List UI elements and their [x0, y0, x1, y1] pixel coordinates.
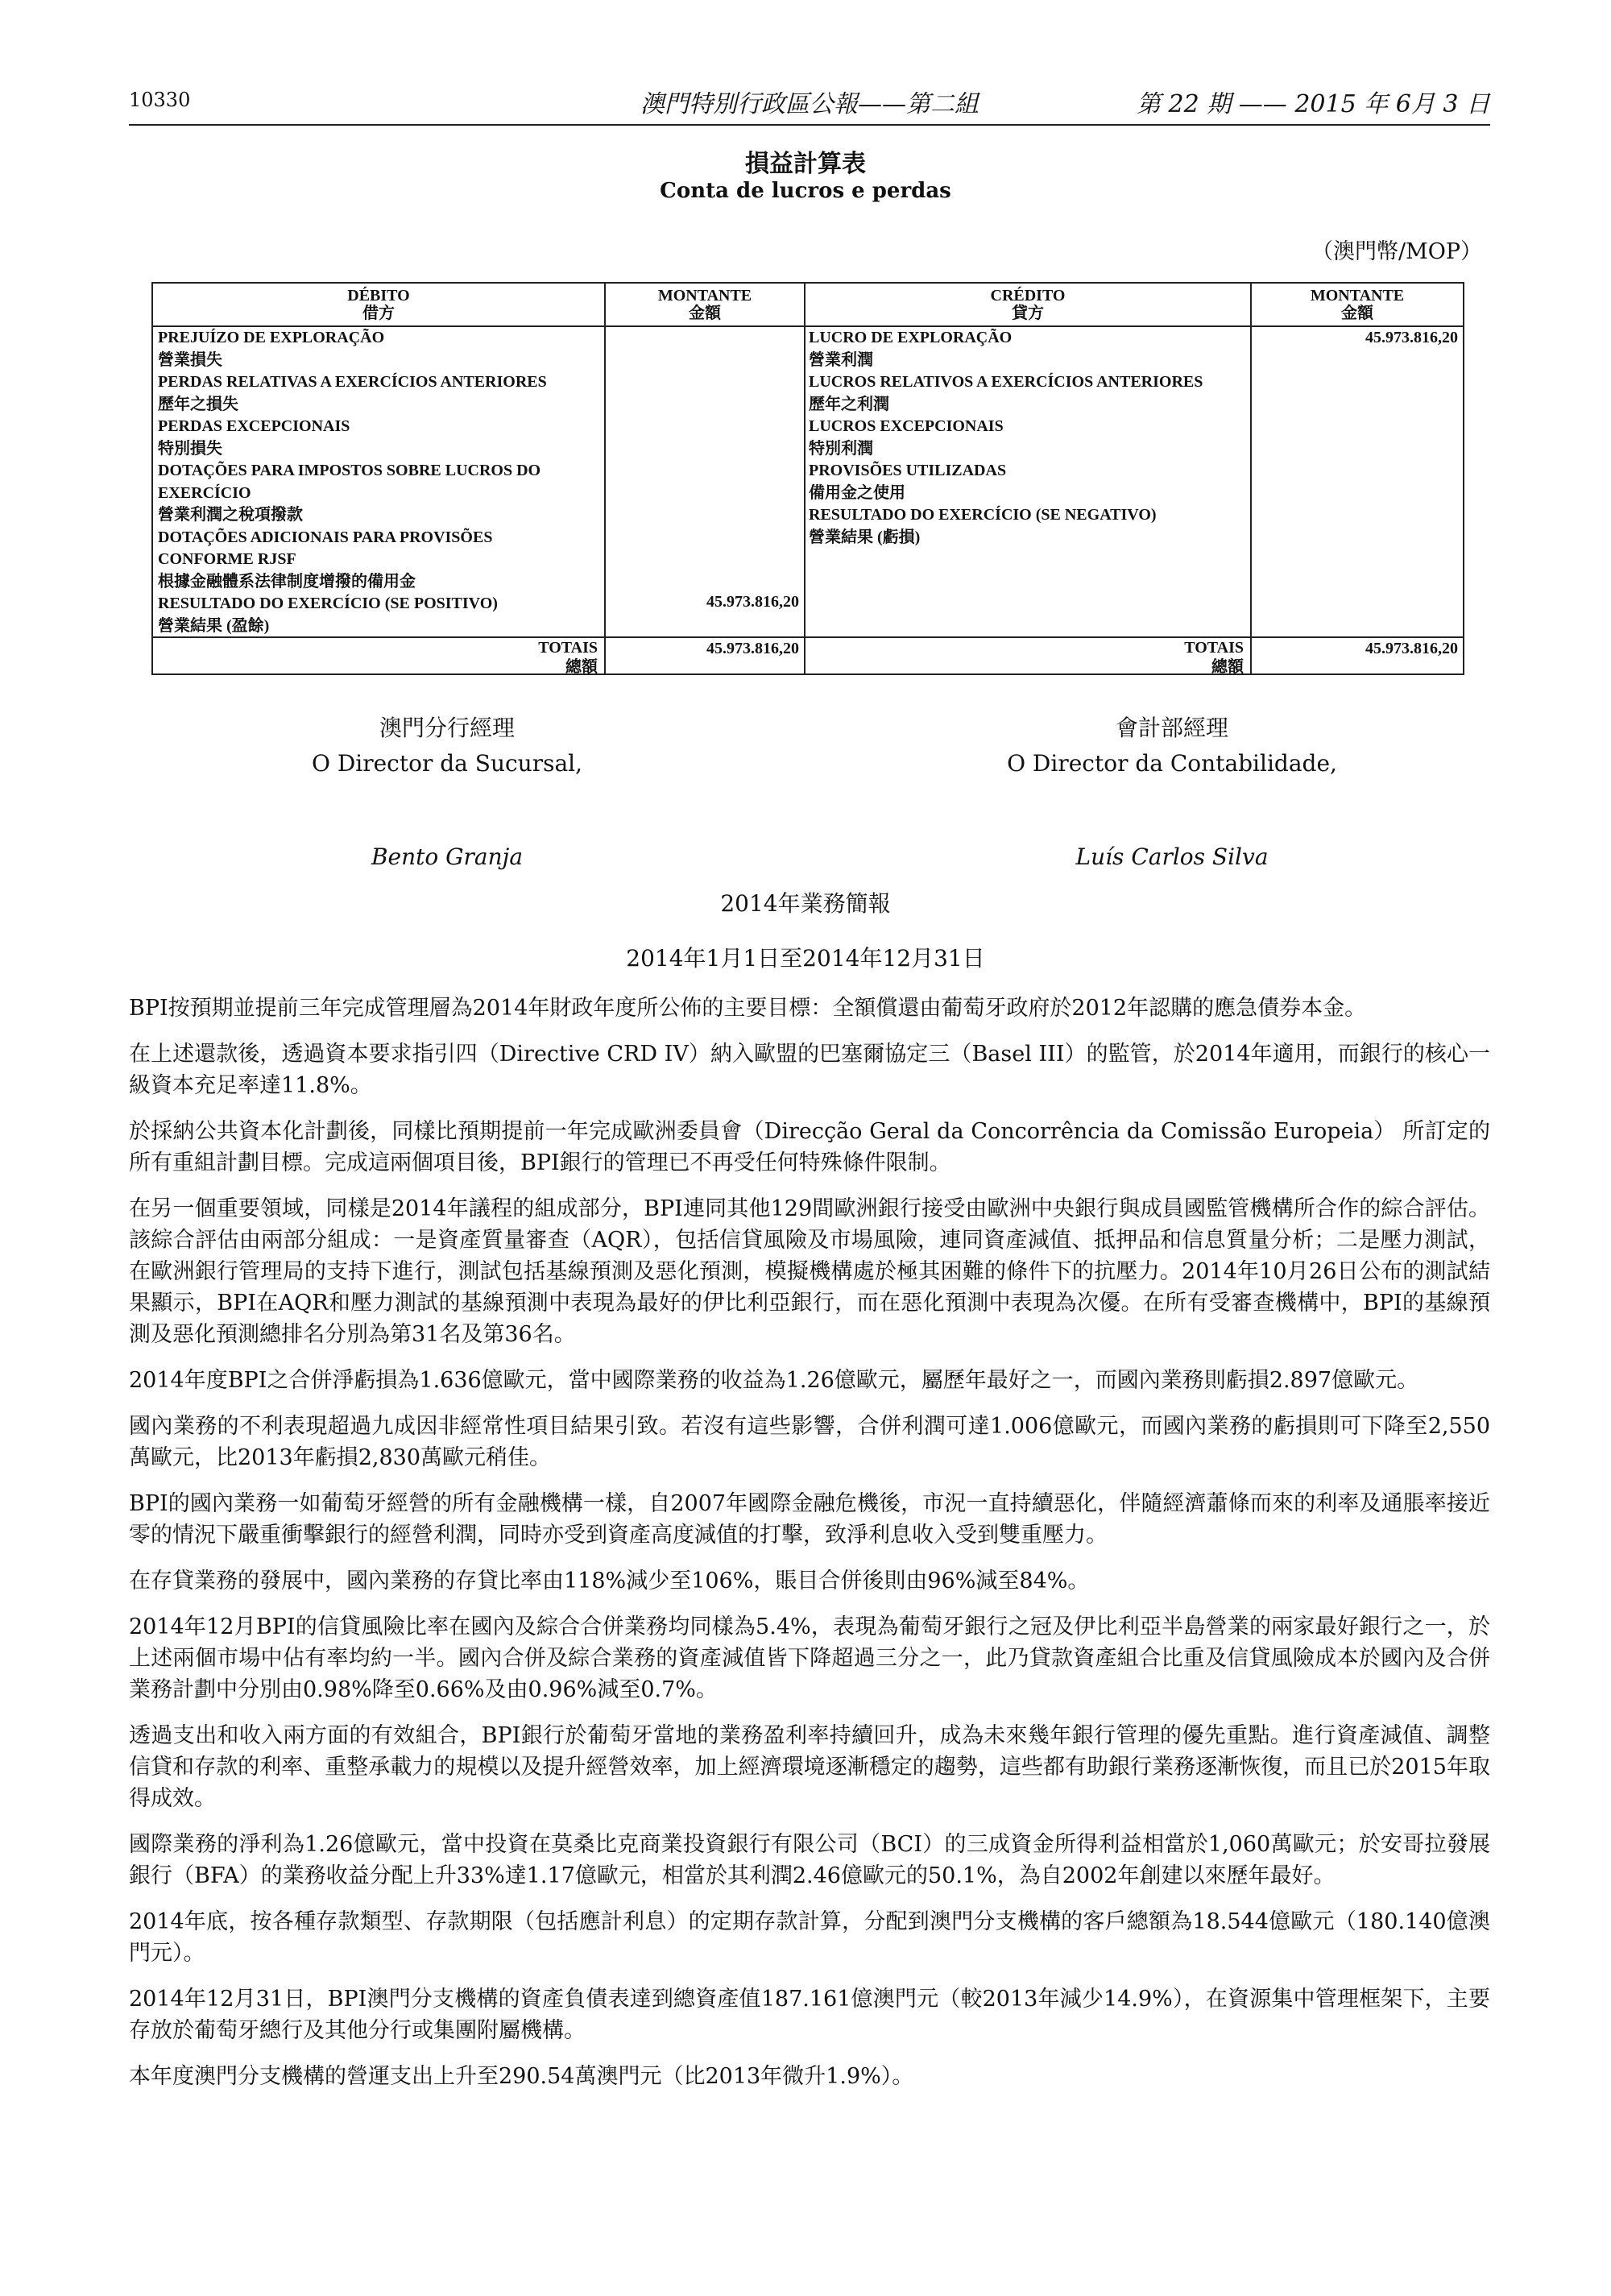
header-divider — [129, 124, 1490, 126]
report-paragraph: BPI按預期並提前三年完成管理層為2014年財政年度所公佈的主要目標：全額償還由葡萄牙政府於2012年認購的應急債券本金。 — [129, 996, 1367, 1021]
report-paragraph: 於採納公共資本化計劃後，同樣比預期提前一年完成歐洲委員會（Direcção Geral da Concorrência da Comissão Europeia） 所訂定的所有重組計劃目標。完成這兩個項目後，BPI銀行的管理已不再受任何特殊條件限制。 — [129, 1119, 1490, 1175]
debit-result-amount: 45.973.816,20 — [706, 593, 799, 611]
credit-rows — [809, 327, 1249, 549]
report-period: 2014年1月1日至2014年12月31日 — [626, 945, 985, 972]
credit-row: PROVISÕES UTILIZADAS — [809, 462, 1007, 479]
currency-note: （澳門幣/MOP） — [1311, 239, 1482, 264]
debit-row: PERDAS RELATIVAS A EXERCÍCIOS ANTERIORES — [158, 373, 547, 391]
signature-branch-director — [205, 711, 689, 875]
report-paragraph: 透過支出和收入兩方面的有效組合，BPI銀行於葡萄牙當地的業務盈利率持續回升，成為未來幾年銀行管理的優先重點。進行資產減值、調整信貸和存款的利率、重整承載力的規模以及提升經營效率，加上經濟環境逐漸穩定的趨勢，這些都有助銀行業務逐漸恢復，而且已於2015年取得成效。 — [129, 1723, 1490, 1811]
debit-header — [153, 284, 604, 325]
statement-title-pt: Conta de lucros e perdas — [660, 179, 951, 203]
report-paragraph: 2014年12月31日，BPI澳門分支機構的資產負債表達到總資產值187.161億澳門元（較2013年減少14.9%），在資源集中管理框架下，主要存放於葡萄牙總行及其他分行或集團附屬機構。 — [129, 1987, 1490, 2043]
debit-row: 營業損失 — [158, 350, 222, 369]
debit-row: 營業利潤之稅項撥款 — [158, 506, 303, 524]
report-paragraph: 2014年底，按各種存款類型、存款期限（包括應計利息）的定期存款計算，分配到澳門分支機構的客戶總額為18.544億歐元（180.140億澳門元）。 — [129, 1909, 1490, 1966]
amount-header-zh: 金額 — [689, 305, 721, 322]
debit-rows — [158, 327, 601, 637]
signature-title-pt: O Director da Sucursal, — [311, 750, 583, 777]
report-paragraph: 在存貸業務的發展中，國內業務的存貸比率由118%減少至106%，賬目合併後則由96%減至84%。 — [129, 1569, 1090, 1594]
signature-name: Luís Carlos Silva — [1075, 843, 1269, 870]
debit-row: RESULTADO DO EXERCÍCIO (SE POSITIVO) — [158, 595, 498, 612]
page-number: 10330 — [129, 89, 191, 111]
report-body — [129, 993, 1490, 2107]
debit-row: DOTAÇÕES ADICIONAIS PARA PROVISÕES — [158, 528, 493, 546]
debit-row: PREJUÍZO DE EXPLORAÇÃO — [158, 329, 385, 346]
credit-row: LUCROS EXCEPCIONAIS — [809, 417, 1004, 435]
credit-row: 特別利潤 — [809, 439, 873, 458]
credit-header-zh: 貸方 — [1012, 305, 1044, 322]
debit-row: PERDAS EXCEPCIONAIS — [158, 417, 350, 435]
debit-header-pt: DÉBITO — [347, 287, 410, 305]
debit-row: CONFORME RJSF — [158, 550, 296, 568]
credit-row: 營業結果 (虧損) — [809, 528, 921, 546]
credit-row: LUCROS RELATIVOS A EXERCÍCIOS ANTERIORES — [809, 373, 1203, 391]
debit-row: EXERCÍCIO — [158, 483, 251, 502]
table-divider — [804, 284, 806, 673]
debit-row: 特別損失 — [158, 439, 222, 458]
report-title: 2014年業務簡報 — [720, 890, 891, 917]
report-paragraph: 2014年度BPI之合併淨虧損為1.636億歐元，當中國際業務的收益為1.26億歐元，屬歷年最好之一，而國內業務則虧損2.897億歐元。 — [129, 1368, 1419, 1393]
signature-name: Bento Granja — [371, 843, 524, 870]
totals-zh: 總額 — [565, 658, 598, 676]
credit-row: LUCRO DE EXPLORAÇÃO — [809, 329, 1013, 346]
issue-date: 第 22 期 —— 2015 年 6月 3 日 — [1137, 90, 1490, 118]
debit-row: DOTAÇÕES PARA IMPOSTOS SOBRE LUCROS DO — [158, 462, 541, 479]
report-paragraph: 2014年12月BPI的信貸風險比率在國內及綜合合併業務均同樣為5.4%，表現為葡萄牙銀行之冠及伊比利亞半島營業的兩家最好銀行之一，於上述兩個市場中佔有率均約一半。國內合併及綜合業務的資產減值皆下降超過三分之一，此乃貸款資產組合比重及信貸風險成本於國內及合併業務計劃中分別由0.98%降至0.66%及由0.96%減至0.7%。 — [129, 1614, 1490, 1702]
credit-totals-label — [806, 638, 1244, 677]
table-divider — [604, 284, 606, 673]
report-paragraph: 國際業務的淨利為1.26億歐元，當中投資在莫桑比克商業投資銀行有限公司（BCI）的三成資金所得利益相當於1,060萬歐元；於安哥拉發展銀行（BFA）的業務收益分配上升33%達1.17億歐元，相當於其利潤2.46億歐元的50.1%，為自2002年創建以來歷年最好。 — [129, 1832, 1490, 1888]
totals-pt: TOTAIS — [538, 639, 598, 657]
signature-accounting-director — [930, 711, 1414, 875]
report-paragraph: 國內業務的不利表現超過九成因非經常性項目結果引致。若沒有這些影響，合併利潤可達1.006億歐元，而國內業務的虧損則可下降至2,550萬歐元，比2013年虧損2,830萬歐元稍佳。 — [129, 1414, 1490, 1470]
report-paragraph: 本年度澳門分支機構的營運支出上升至290.54萬澳門元（比2013年微升1.9%）。 — [129, 2064, 914, 2089]
credit-row: 營業利潤 — [809, 350, 873, 369]
debit-row: 歷年之損失 — [158, 395, 238, 413]
page-header — [129, 84, 1490, 124]
signature-title-pt: O Director da Contabilidade, — [1007, 750, 1337, 777]
credit-header-pt: CRÉDITO — [990, 287, 1066, 305]
profit-loss-table — [151, 282, 1464, 675]
amount-header-zh: 金額 — [1341, 305, 1373, 322]
publication-title: 澳門特別行政區公報——第二組 — [640, 90, 979, 118]
debit-header-zh: 借方 — [362, 305, 395, 322]
report-paragraph: 在另一個重要領域，同樣是2014年議程的組成部分，BPI連同其他129間歐洲銀行接受由歐洲中央銀行與成員國監管機構所合作的綜合評估。該綜合評估由兩部分組成：一是資產質量審查（AQR），包括信貸風險及市場風險，連同資產減值、抵押品和信息質量分析；二是壓力測試，在歐洲銀行管理局的支持下進行，測試包括基線預測及惡化預測，模擬機構處於極其困難的條件下的抗壓力。2014年10月26日公布的測試結果顯示，BPI在AQR和壓力測試的基線預測中表現為最好的伊比利亞銀行，而在惡化預測中表現為次優。在所有受審查機構中，BPI的基線預測及惡化預測總排名分別為第31名及第36名。 — [129, 1196, 1490, 1347]
credit-profit-amount: 45.973.816,20 — [1365, 329, 1458, 346]
debit-totals-label — [153, 638, 598, 677]
report-paragraph: BPI的國內業務一如葡萄牙經營的所有金融機構一樣，自2007年國際金融危機後，市況一直持續惡化，伴隨經濟蕭條而來的利率及通脹率接近零的情況下嚴重衝擊銀行的經營利潤，同時亦受到資產高度減值的打擊，致淨利息收入受到雙重壓力。 — [129, 1491, 1490, 1548]
debit-row: 根據金融體系法律制度增撥的備用金 — [158, 572, 416, 591]
credit-amount-header — [1252, 284, 1463, 325]
report-paragraph: 在上述還款後，透過資本要求指引四（Directive CRD IV）納入歐盟的巴塞爾協定三（Basel III）的監管，於2014年適用，而銀行的核心一級資本充足率達11.8%。 — [129, 1042, 1490, 1098]
credit-header — [806, 284, 1250, 325]
statement-title-zh: 損益計算表 — [745, 150, 866, 178]
signature-title-zh: 澳門分行經理 — [379, 715, 515, 741]
amount-header-pt: MONTANTE — [657, 287, 752, 305]
credit-total-amount: 45.973.816,20 — [1365, 640, 1458, 657]
amount-header-pt: MONTANTE — [1310, 287, 1405, 305]
totals-zh: 總額 — [1211, 658, 1244, 676]
debit-amount-header — [606, 284, 804, 325]
totals-pt: TOTAIS — [1184, 639, 1244, 657]
debit-total-amount: 45.973.816,20 — [706, 640, 799, 657]
credit-row: 備用金之使用 — [809, 483, 905, 502]
credit-row: RESULTADO DO EXERCÍCIO (SE NEGATIVO) — [809, 506, 1157, 524]
debit-row: 營業結果 (盈餘) — [158, 616, 270, 635]
signature-title-zh: 會計部經理 — [1115, 715, 1228, 741]
credit-row: 歷年之利潤 — [809, 395, 889, 413]
